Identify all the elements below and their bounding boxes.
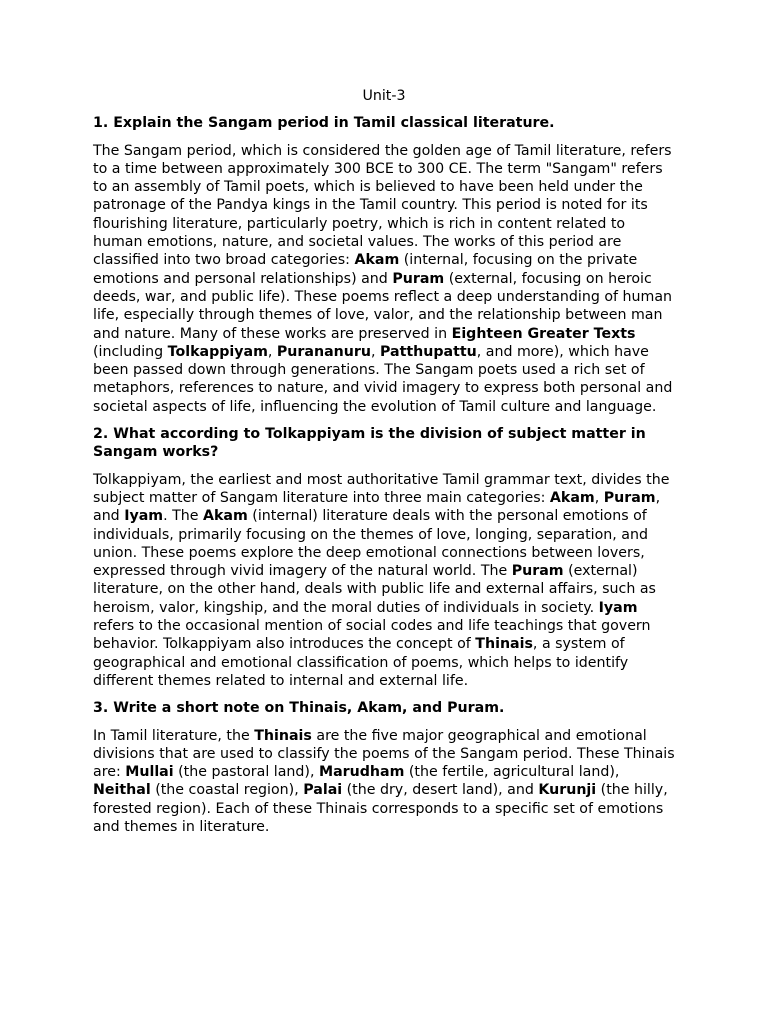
bold-term: Akam bbox=[354, 252, 400, 269]
document-page bbox=[93, 87, 677, 845]
answer-paragraph bbox=[93, 142, 677, 416]
bold-term: Kurunji bbox=[538, 782, 597, 799]
text-run: (external) literature, on the other hand, deals with public life and external affairs, such as heroism, valor, kingship, and the moral duties of individuals in society. bbox=[93, 563, 656, 616]
document-body bbox=[93, 114, 677, 836]
bold-term: Palai bbox=[303, 782, 343, 799]
question-heading: 1. Explain the Sangam period in Tamil classical literature. bbox=[93, 115, 555, 132]
bold-term: Thinais bbox=[475, 636, 533, 653]
bold-term: Puram bbox=[603, 489, 656, 506]
text-run: (internal, focusing on the private emotions and personal relationships) and bbox=[93, 252, 638, 287]
text-run: , and bbox=[93, 489, 661, 525]
text-run: , a system of geographical and emotional classification of poems, which helps to identify different themes related to internal and external life. bbox=[93, 636, 629, 689]
text-run: (external, focusing on heroic deeds, war, and public life). These poems reflect a deep understanding of human life, especially through themes of love, valor, and the relationship between man and nature. Many of these works are preserved in bbox=[93, 270, 673, 342]
answer-paragraph bbox=[93, 471, 677, 691]
unit-title: Unit-3 bbox=[362, 88, 406, 104]
bold-term: Puram bbox=[392, 270, 445, 287]
text-run: are the five major geographical and emotional divisions that are used to classify the poems of the Sangam period. These Thinais are: bbox=[93, 727, 675, 781]
bold-term: Iyam bbox=[124, 508, 164, 525]
text-run: , and more), which have been passed down through generations. The Sangam poets used a rich set of metaphors, references to nature, and vivid imagery to express both personal and societal aspects of life, influencing the evolution of Tamil culture and language. bbox=[93, 343, 673, 415]
text-run: (the coastal region), bbox=[150, 782, 304, 799]
question-heading: 2. What according to Tolkappiyam is the division of subject matter in Sangam works? bbox=[93, 426, 646, 461]
text-run: , bbox=[594, 489, 604, 506]
bold-term: Puram bbox=[511, 563, 564, 580]
text-run: The Sangam period, which is considered the golden age of Tamil literature, refers to a time between approximately 300 BCE to 300 CE. The term "Sangam" refers to an assembly of Tamil poets, which is believed to have been held under the patronage of the Pandya kings in the Tamil country. This period is noted for its flourishing literature, particularly poetry, which is rich in content related to human emotions, nature, and societal values. The works of this period are classified into two broad categories: bbox=[93, 142, 672, 269]
text-run: (including bbox=[93, 343, 168, 360]
bold-term: Akam bbox=[203, 508, 248, 525]
text-run: In Tamil literature, the bbox=[93, 727, 255, 744]
bold-term: Thinais bbox=[254, 727, 312, 744]
answer-paragraph bbox=[93, 727, 677, 837]
bold-term: Tolkappiyam bbox=[167, 343, 268, 360]
text-run: . The bbox=[163, 508, 204, 525]
text-run: refers to the occasional mention of social codes and life teachings that govern behavior. Tolkappiyam also introduces the concept of bbox=[93, 618, 651, 653]
bold-term: Neithal bbox=[93, 782, 151, 799]
bold-term: Iyam bbox=[598, 599, 638, 616]
bold-term: Patthupattu bbox=[379, 343, 477, 360]
text-run: (internal) literature deals with the personal emotions of individuals, primarily focusing on the themes of love, longing, separation, and union. These poems explore the deep emotional connections between lovers, expressed through vivid imagery of the natural world. The bbox=[93, 508, 648, 580]
bold-term: Mullai bbox=[125, 764, 174, 781]
text-run: Tolkappiyam, the earliest and most authoritative Tamil grammar text, divides the subject matter of Sangam literature into three main categories: bbox=[93, 471, 670, 506]
bold-term: Marudham bbox=[318, 764, 405, 781]
question-heading: 3. Write a short note on Thinais, Akam, and Puram. bbox=[93, 700, 505, 717]
bold-term: Eighteen Greater Texts bbox=[451, 325, 636, 342]
text-run: , bbox=[267, 343, 277, 360]
bold-term: Purananuru bbox=[276, 343, 371, 360]
text-run: (the dry, desert land), and bbox=[342, 782, 539, 799]
bold-term: Akam bbox=[549, 489, 595, 506]
text-run: , bbox=[370, 343, 380, 360]
text-run: (the pastoral land), bbox=[173, 764, 319, 781]
text-run: (the fertile, agricultural land), bbox=[404, 764, 620, 781]
text-run: (the hilly, forested region). Each of these Thinais corresponds to a specific set of emotions and themes in literature. bbox=[93, 782, 668, 835]
